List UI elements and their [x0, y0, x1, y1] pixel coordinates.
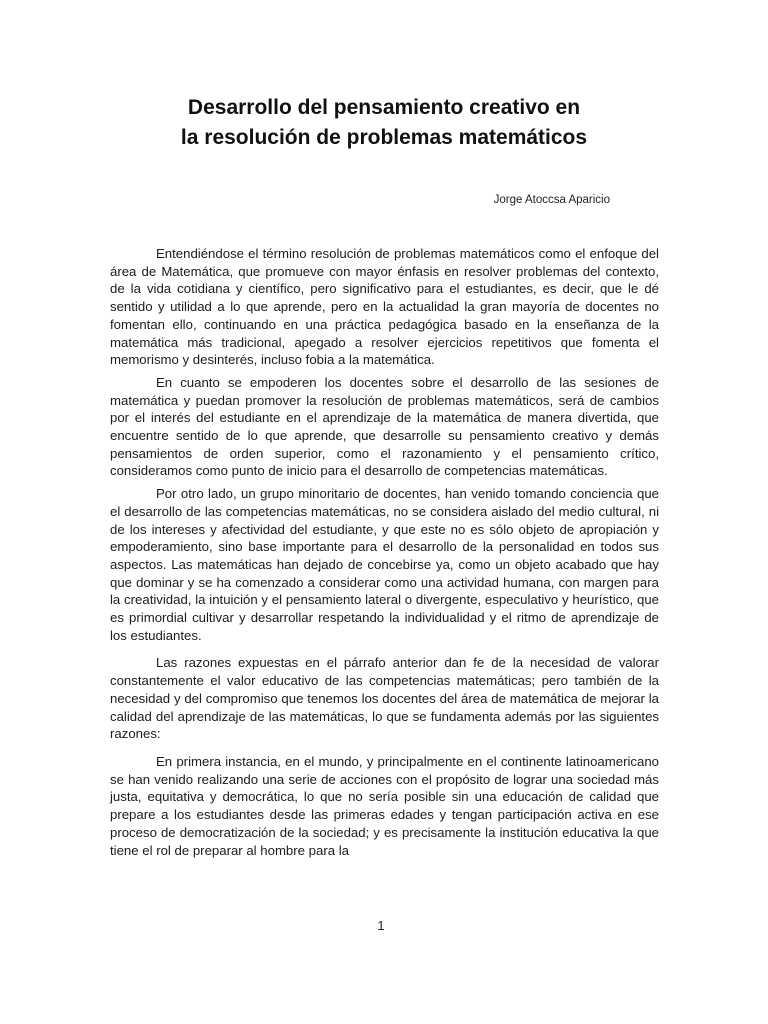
document-body — [110, 245, 659, 859]
author-name: Jorge Atoccsa Aparicio — [493, 194, 610, 206]
title-line-2: la resolución de problemas matemáticos — [180, 126, 588, 149]
paragraph-3: Por otro lado, un grupo minoritario de docentes, han venido tomando conciencia que el desarrollo de las competencias matemáticas, no se considera aislado del medio cultural, ni de los intereses y afectividad del estudiante, y que este no es sólo objeto de apropiación y empoderamiento, sino base importante para el desarrollo de la personalidad en todos sus aspectos. Las matemáticas han dejado de concebirse ya, como un objeto acabado que hay que dominar y se ha comenzado a considerar como una actividad humana, con margen para la creatividad, la intuición y el pensamiento lateral o divergente, especulativo y heurístico, que es primordial cultivar y desarrollar respetando la individualidad y el ritmo de aprendizaje de los estudiantes. — [110, 486, 659, 643]
page-number: 1 — [377, 918, 385, 933]
title-line-1: Desarrollo del pensamiento creativo en — [187, 96, 581, 119]
document-title — [0, 93, 768, 153]
paragraph-4: Las razones expuestas en el párrafo anterior dan fe de la necesidad de valorar constantemente el valor educativo de las competencias matemáticas; pero también de la necesidad y del compromiso que tenemos los docentes del área de matemática de mejorar la calidad del aprendizaje de las matemáticas, lo que se fundamenta además por las siguientes razones: — [110, 655, 659, 742]
paragraph-2: En cuanto se empoderen los docentes sobre el desarrollo de las sesiones de matemática y puedan promover la resolución de problemas matemáticos, será de cambios por el interés del estudiante en el aprendizaje de la matemática de manera divertida, que encuentre sentido de lo que aprende, que desarrolle su pensamiento creativo y demás pensamientos de orden superior, como el razonamiento y el pensamiento crítico, consideramos como punto de inicio para el desarrollo de competencias matemáticas. — [110, 374, 659, 479]
paragraph-5: En primera instancia, en el mundo, y principalmente en el continente latinoamericano se han venido realizando una serie de acciones con el propósito de lograr una sociedad más justa, equitativa y democrática, lo que no sería posible sin una educación de calidad que prepare a los estudiantes desde las primeras edades y tengan participación activa en ese proceso de democratización de la sociedad; y es precisamente la institución educativa la que tiene el rol de preparar al hombre para la — [110, 753, 659, 858]
paragraph-1: Entendiéndose el término resolución de problemas matemáticos como el enfoque del área de Matemática, que promueve con mayor énfasis en resolver problemas del contexto, de la vida cotidiana y científico, pero significativo para el estudiantes, es decir, que le dé sentido y utilidad a lo que aprende, pero en la actualidad la gran mayoría de docentes no fomentan ello, continuando en una práctica pedagógica basado en la enseñanza de la matemática más tradicional, apegado a resolver ejercicios repetitivos que fomenta el memorismo y desinterés, incluso fobia a la matemática. — [110, 246, 659, 368]
